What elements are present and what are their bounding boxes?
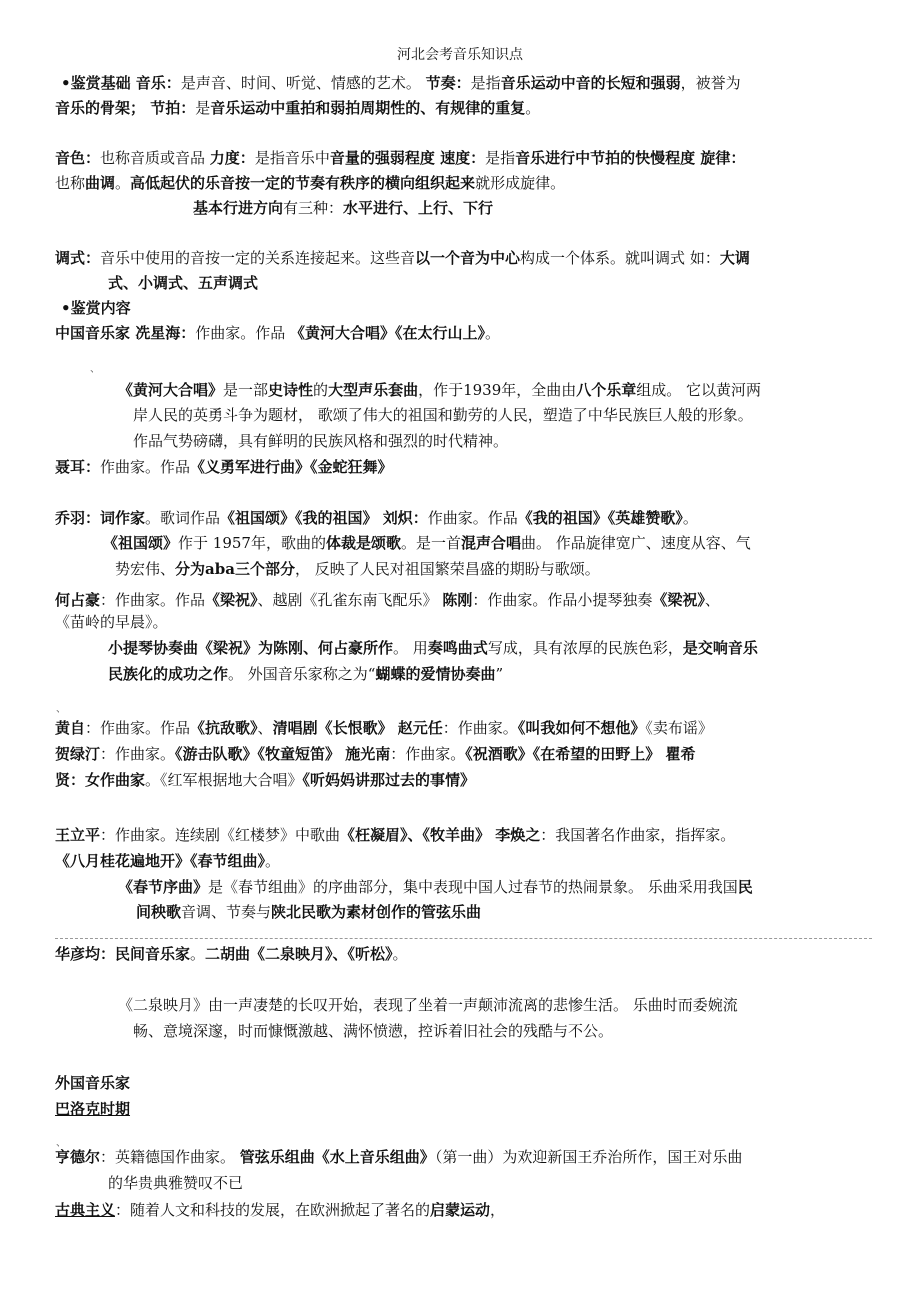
text-line bbox=[55, 320, 500, 346]
text-run: 岸人民的英勇斗争为题材， 歌颂了伟大的祖国和勤劳的人民，塑造了中华民族巨人般的形象。 bbox=[133, 406, 753, 424]
text-run: 旋律： bbox=[700, 149, 746, 167]
text-run: 八个乐章 bbox=[576, 381, 637, 399]
text-line bbox=[61, 295, 131, 321]
text-line bbox=[55, 454, 393, 480]
text-line bbox=[55, 95, 540, 121]
text-run: 作于 1957年，歌曲的 bbox=[178, 534, 326, 552]
text-run: 的华贵典雅赞叹不已 bbox=[108, 1174, 244, 1192]
text-run: 节奏： bbox=[425, 74, 471, 92]
text-run: 《梁祝》 bbox=[652, 591, 705, 609]
text-run: 民 bbox=[737, 878, 753, 896]
text-line bbox=[136, 899, 481, 925]
text-run: 《听妈妈讲那过去的事情》 bbox=[302, 771, 476, 789]
text-run: 《苗岭的早晨》。 bbox=[55, 613, 168, 631]
text-run: 、 bbox=[257, 719, 273, 737]
text-run: 音调、节奏与 bbox=[181, 903, 272, 921]
text-run: ， 反映了人民对祖国繁荣昌盛的期盼与歌颂。 bbox=[294, 560, 600, 578]
text-run: 也称 bbox=[55, 174, 86, 192]
text-run: 亨德尔 bbox=[55, 1148, 101, 1166]
text-run: 《抗敌歌》 bbox=[190, 719, 258, 737]
text-run: 节拍： bbox=[150, 99, 196, 117]
text-run: 有三种： bbox=[283, 199, 344, 217]
text-run: 《黄河大合唱》 bbox=[118, 381, 224, 399]
text-run: 畅、意境深邃，时而慷慨激越、满怀愤懑，控诉着旧社会的残酷与不公。 bbox=[133, 1022, 614, 1040]
text-run: 《义勇军进行曲》《金蛇狂舞》 bbox=[190, 458, 393, 476]
text-run: 。 bbox=[392, 945, 408, 963]
text-run: 。 bbox=[525, 99, 541, 117]
text-run: 。 bbox=[485, 324, 501, 342]
text-run: ， bbox=[490, 1201, 506, 1219]
text-line bbox=[118, 377, 761, 403]
text-run: 。 用 bbox=[393, 639, 428, 657]
text-run: 。 bbox=[682, 509, 698, 527]
text-run: 作品气势磅礴，具有鲜明的民族风格和强烈的时代精神。 bbox=[133, 432, 509, 450]
text-run: 何占豪 bbox=[55, 591, 101, 609]
text-run: 《春节序曲》 bbox=[118, 878, 209, 896]
text-run: ：作曲家。 bbox=[100, 745, 176, 763]
text-run: 启蒙运动 bbox=[430, 1201, 491, 1219]
text-line bbox=[55, 609, 168, 635]
text-line bbox=[108, 1170, 243, 1196]
text-run: 音乐中使用的音按一定的关系连接起来。这些音 bbox=[100, 249, 416, 267]
text-line bbox=[55, 170, 565, 196]
text-run: 巴洛克时期 bbox=[55, 1100, 131, 1118]
text-run: ：作曲家。作品 bbox=[100, 591, 206, 609]
text-line bbox=[61, 70, 741, 96]
text-run: 是一部 bbox=[223, 381, 269, 399]
text-run: 。 bbox=[265, 852, 281, 870]
text-line bbox=[55, 1197, 505, 1223]
text-run: 、 bbox=[704, 591, 720, 609]
text-line bbox=[193, 195, 493, 221]
text-run: 《祖国颂》《我的祖国》 刘炽： bbox=[220, 509, 428, 527]
text-run: 是《春节组曲》的序曲部分，集中表现中国人过春节的热闹景象。 乐曲采用我国 bbox=[208, 878, 738, 896]
text-run: 。是一首 bbox=[400, 534, 461, 552]
text-line bbox=[55, 1144, 742, 1170]
text-run: 曲。 作品旋律宽广、速度从容、气 bbox=[521, 534, 751, 552]
text-line bbox=[55, 741, 696, 767]
text-run: 是指 bbox=[470, 74, 501, 92]
text-run: 势宏伟、 bbox=[115, 560, 176, 578]
text-run: ：英籍德国作曲家。 bbox=[100, 1148, 240, 1166]
text-run: 就形成旋律。 bbox=[475, 174, 566, 192]
text-run: 曲调 bbox=[85, 174, 116, 192]
text-line bbox=[55, 1070, 130, 1096]
text-run: ：作曲家。连续剧《红楼梦》中歌曲 bbox=[100, 826, 341, 844]
text-run: 清唱剧《长恨歌》 赵元任 bbox=[272, 719, 443, 737]
text-run: 作曲家。作品 bbox=[100, 458, 191, 476]
text-run: 的 bbox=[313, 381, 329, 399]
text-run: 是声音、时间、听觉、情感的艺术。 bbox=[180, 74, 426, 92]
text-line bbox=[108, 661, 503, 687]
text-run: 《游击队歌》《牧童短笛》 施光南 bbox=[175, 745, 391, 763]
text-run: 。歌词作品 bbox=[145, 509, 221, 527]
text-run: （第一曲）为欢迎新国王乔治所作，国王对乐曲 bbox=[434, 1148, 743, 1166]
text-run: 《叫我如何不想他》 bbox=[517, 719, 646, 737]
text-run: 民族化的成功之作 bbox=[108, 665, 229, 683]
text-run: 是交响音乐 bbox=[682, 639, 758, 657]
text-run: 奏鸣曲式 bbox=[427, 639, 488, 657]
text-run: 也称音质或音品 bbox=[100, 149, 210, 167]
text-line bbox=[55, 245, 750, 271]
text-run: 间秧歌 bbox=[136, 903, 182, 921]
text-line bbox=[55, 941, 408, 967]
text-run: ：作曲家。 bbox=[390, 745, 466, 763]
text-run: 写成，具有浓厚的民族色彩， bbox=[487, 639, 683, 657]
text-run: 二胡曲《二泉映月》、《听松》 bbox=[205, 945, 393, 963]
text-run: •鉴赏基础 音乐： bbox=[61, 74, 181, 92]
text-run: 《祝酒歌》《在希望的田野上》 瞿希 bbox=[465, 745, 696, 763]
text-run: 音乐进行中节拍的快慢程度 bbox=[515, 149, 701, 167]
text-run: 《八月桂花遍地开》《春节组曲》 bbox=[55, 852, 266, 870]
text-run: 《黄河大合唱》《在太行山上》 bbox=[290, 324, 486, 342]
text-run: 贤：女作曲家 bbox=[55, 771, 146, 789]
text-line bbox=[133, 402, 753, 428]
text-run: 大调 bbox=[719, 249, 750, 267]
text-run: 聂耳： bbox=[55, 458, 101, 476]
text-run: 高低起伏的乐音按一定的节奏有秩序的横向组织起来 bbox=[130, 174, 476, 192]
text-line bbox=[118, 992, 738, 1018]
stray-mark: 、 bbox=[90, 364, 100, 375]
text-line bbox=[103, 530, 751, 556]
text-run: 分为aba三个部分 bbox=[175, 560, 295, 578]
text-run: 词作家 bbox=[100, 509, 146, 527]
text-run: 调式： bbox=[55, 249, 101, 267]
section-divider bbox=[55, 938, 872, 939]
text-run: ，被誉为 bbox=[680, 74, 741, 92]
text-line bbox=[55, 505, 698, 531]
text-run: 史诗性 bbox=[268, 381, 314, 399]
text-run: 外国音乐家 bbox=[55, 1074, 131, 1092]
text-run: 《我的祖国》《英雄赞歌》 bbox=[517, 509, 683, 527]
text-run: 是指音乐中 bbox=[254, 149, 330, 167]
text-run: 。 bbox=[190, 945, 206, 963]
text-run: 《梁祝》 bbox=[205, 591, 258, 609]
text-run: 体裁是颂歌 bbox=[325, 534, 401, 552]
text-run: 、越剧《孔雀东南飞配乐》 bbox=[257, 591, 443, 609]
text-run: 小提琴协奏曲《梁祝》为陈刚、何占豪所作 bbox=[108, 639, 394, 657]
text-run: ：作曲家。作品 bbox=[85, 719, 191, 737]
text-line bbox=[55, 145, 745, 171]
text-line bbox=[118, 874, 753, 900]
stray-mark: 、 bbox=[56, 1138, 66, 1149]
text-run: 中国音乐家 冼星海： bbox=[55, 324, 196, 342]
text-run: 基本行进方向 bbox=[193, 199, 284, 217]
text-run: 音量的强弱程度 bbox=[329, 149, 441, 167]
document-title: 河北会考音乐知识点 bbox=[397, 47, 523, 63]
text-line bbox=[55, 822, 735, 848]
text-run: 乔羽： bbox=[55, 509, 101, 527]
text-run: 华彦均：民间音乐家 bbox=[55, 945, 191, 963]
text-run: ，作于1939年，全曲由 bbox=[418, 381, 577, 399]
text-line bbox=[55, 767, 475, 793]
text-line bbox=[108, 635, 758, 661]
text-run: 大型声乐套曲 bbox=[328, 381, 419, 399]
text-run: 力度： bbox=[209, 149, 255, 167]
text-run: 贺绿汀 bbox=[55, 745, 101, 763]
text-run: 《卖布谣》 bbox=[645, 719, 713, 737]
text-line bbox=[133, 428, 508, 454]
text-run: 速度： bbox=[440, 149, 486, 167]
text-run: 《枉凝眉》、《牧羊曲》 李焕之 bbox=[340, 826, 541, 844]
text-run: 陕北民歌为素材创作的管弦乐曲 bbox=[271, 903, 482, 921]
text-run: 《二泉映月》由一声凄楚的长叹开始，表现了坐着一声颠沛流离的悲惨生活。 乐曲时而委婉流 bbox=[118, 996, 738, 1014]
text-run: ：随着人文和科技的发展，在欧洲掀起了著名的 bbox=[115, 1201, 431, 1219]
text-run: 是指 bbox=[485, 149, 516, 167]
text-line bbox=[108, 270, 258, 296]
text-run: 音乐运动中重拍和弱拍周期性的、有规律的重复 bbox=[210, 99, 526, 117]
text-run: ：作曲家。作品小提琴独奏 bbox=[472, 591, 653, 609]
text-run: 式、小调式、五声调式 bbox=[108, 274, 259, 292]
text-run: 黄自 bbox=[55, 719, 86, 737]
text-run: 。 bbox=[115, 174, 131, 192]
text-run: 音乐的骨架； bbox=[55, 99, 151, 117]
text-run: 水平进行、上行、下行 bbox=[343, 199, 494, 217]
text-run: 。 外国音乐家称之为“ bbox=[228, 665, 376, 683]
text-run: 是 bbox=[195, 99, 211, 117]
text-run: 音乐运动中音的长短和强弱 bbox=[500, 74, 681, 92]
text-run: 陈刚 bbox=[442, 591, 473, 609]
text-run: 《祖国颂》 bbox=[103, 534, 179, 552]
text-line bbox=[133, 1018, 613, 1044]
text-run: 以一个音为中心 bbox=[415, 249, 521, 267]
text-run: 管弦乐组曲《水上音乐组曲》 bbox=[239, 1148, 435, 1166]
text-run: 音色： bbox=[55, 149, 101, 167]
text-run: 。《红军根据地大合唱》 bbox=[145, 771, 303, 789]
text-run: 构成一个体系。就叫调式 如： bbox=[520, 249, 720, 267]
stray-mark: 、 bbox=[56, 704, 66, 715]
text-line bbox=[115, 556, 600, 582]
text-run: 古典主义 bbox=[55, 1201, 116, 1219]
text-line bbox=[55, 715, 713, 741]
text-run: •鉴赏内容 bbox=[61, 299, 131, 317]
text-run: 王立平 bbox=[55, 826, 101, 844]
text-run: 作曲家。作品 bbox=[427, 509, 518, 527]
text-line bbox=[55, 848, 280, 874]
text-run: 作曲家。作品 bbox=[195, 324, 291, 342]
text-run: 组成。 它以黄河两 bbox=[636, 381, 762, 399]
text-run: ” bbox=[495, 665, 504, 683]
text-run: ：作曲家。 bbox=[442, 719, 518, 737]
text-run: ：我国著名作曲家，指挥家。 bbox=[540, 826, 736, 844]
text-run: 蝴蝶的爱情协奏曲 bbox=[375, 665, 496, 683]
text-run: 混声合唱 bbox=[461, 534, 522, 552]
text-line bbox=[55, 1096, 130, 1122]
